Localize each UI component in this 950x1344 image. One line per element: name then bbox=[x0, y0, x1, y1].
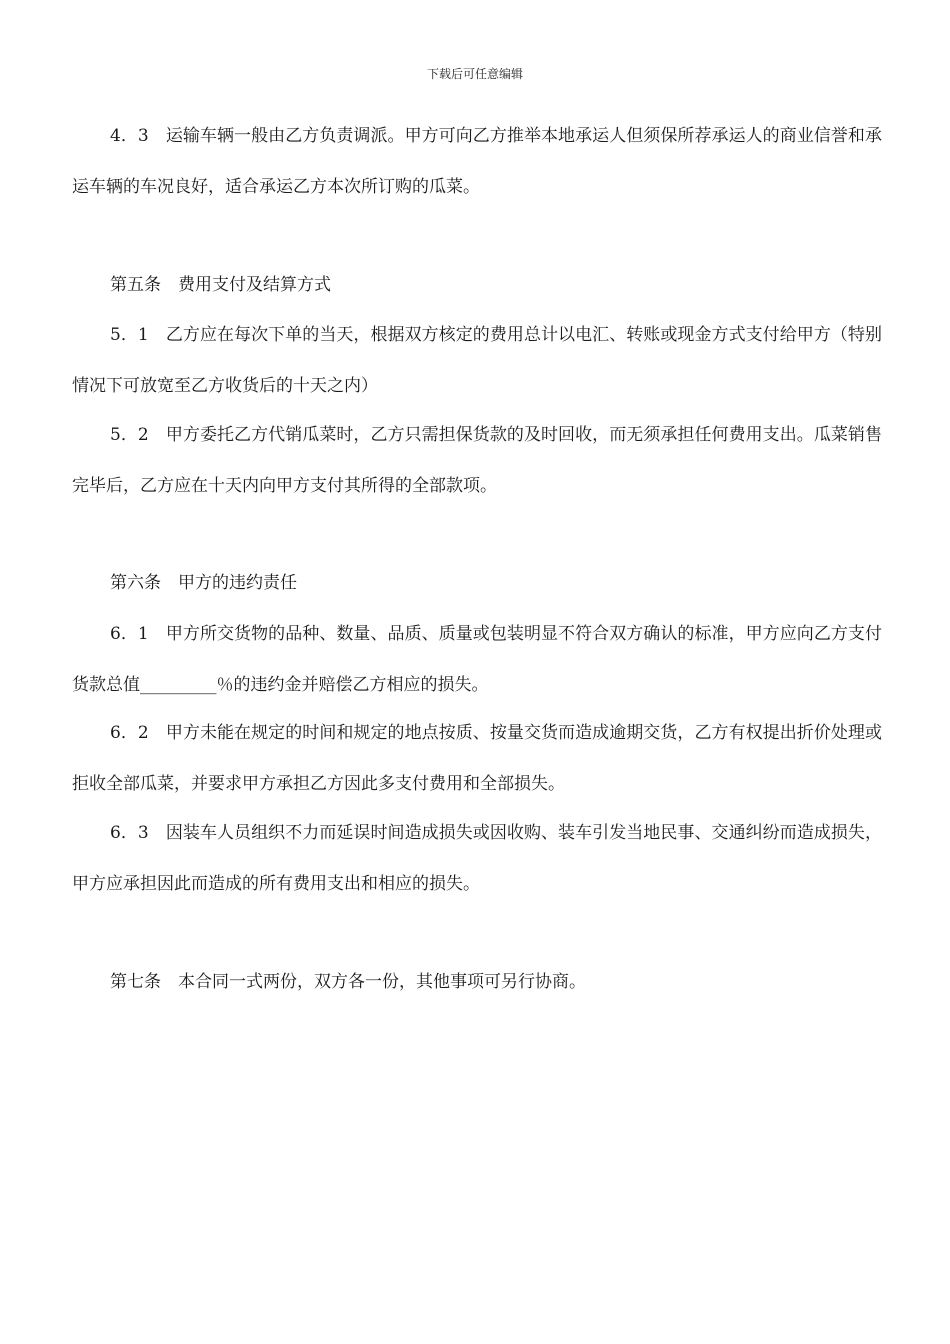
article-5-heading: 第五条 费用支付及结算方式 bbox=[110, 275, 331, 295]
article-7-heading: 第七条 本合同一式两份，双方各一份，其他事项可另行协商。 bbox=[110, 972, 586, 992]
clause-6-1: 6．1 甲方所交货物的品种、数量、品质、质量或包装明显不符合双方确认的标准，甲方应向乙方支付货款总值_________％的违约金并赔偿乙方相应的损失。 bbox=[72, 624, 882, 695]
clause-6-3: 6．3 因装车人员组织不力而延误时间造成损失或因收购、装车引发当地民事、交通纠纷而造成损失，甲方应承担因此而造成的所有费用支出和相应的损失。 bbox=[72, 823, 882, 894]
clause-4-3: 4．3 运输车辆一般由乙方负责调派。甲方可向乙方推举本地承运人但须保所荐承运人的商业信誉和承运车辆的车况良好，适合承运乙方本次所订购的瓜菜。 bbox=[72, 126, 882, 197]
clause-6-2: 6．2 甲方未能在规定的时间和规定的地点按质、按量交货而造成逾期交货，乙方有权提出折价处理或拒收全部瓜菜，并要求甲方承担乙方因此多支付费用和全部损失。 bbox=[72, 723, 882, 794]
clause-5-2: 5．2 甲方委托乙方代销瓜菜时，乙方只需担保货款的及时回收，而无须承担任何费用支出。瓜菜销售完毕后，乙方应在十天内向甲方支付其所得的全部款项。 bbox=[72, 425, 882, 496]
article-6-heading: 第六条 甲方的违约责任 bbox=[110, 573, 297, 593]
clause-5-1: 5．1 乙方应在每次下单的当天，根据双方核定的费用总计以电汇、转账或现金方式支付给甲方（特别情况下可放宽至乙方收货后的十天之内） bbox=[72, 325, 882, 396]
page-header: 下载后可任意编辑 bbox=[426, 67, 523, 81]
